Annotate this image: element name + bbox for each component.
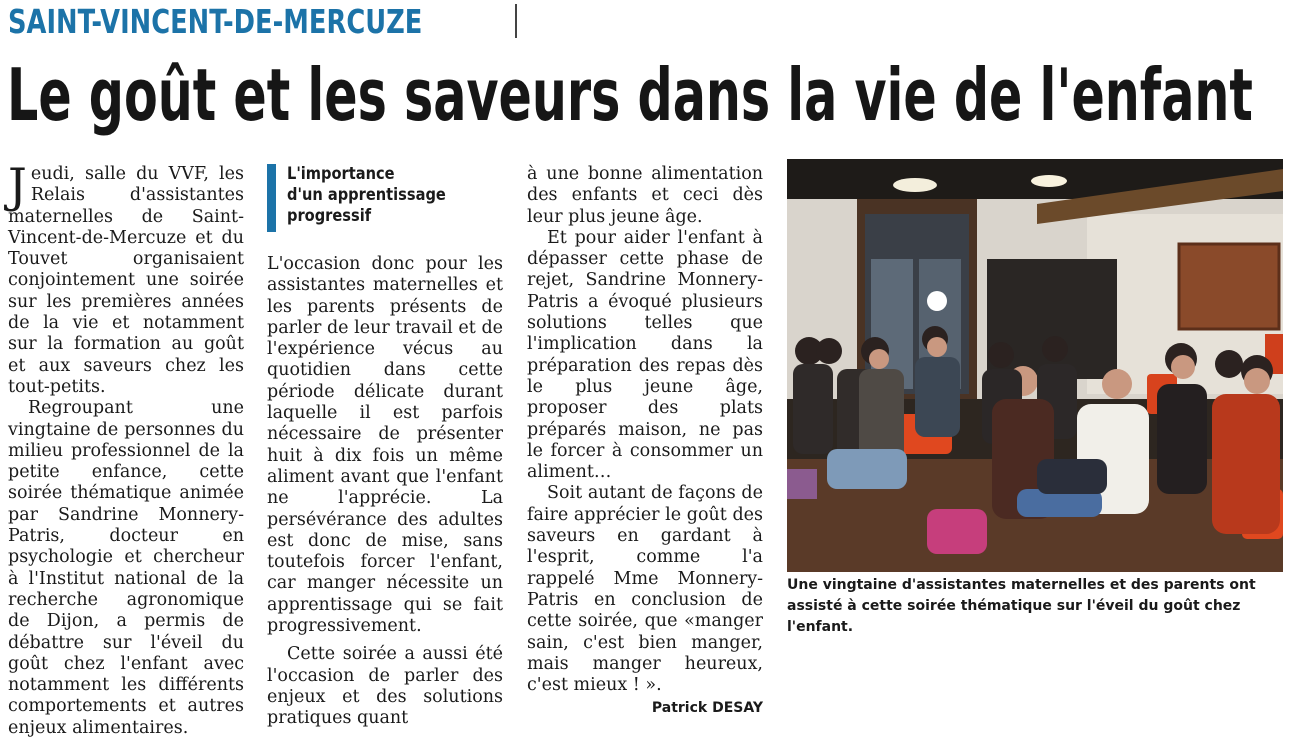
article-subheading	[267, 164, 503, 232]
article-column-1	[8, 159, 244, 739]
article-paragraph: Et pour aider l'enfant à dépasser cette phase de rejet, Sandrine Monnery-Patris a évoqué plusieurs solutions telles que l'implication dans la préparation des repas dès le plus jeune âge, proposer des plats préparés maison, ne pas le forcer à consommer un aliment…	[527, 227, 763, 483]
kicker-divider	[515, 4, 517, 38]
article-paragraph: Soit autant de façons de faire apprécier le goût des saveurs en gardant à l'esprit, comme l'a rappelé Mme Monnery-Patris en conclusion de cette soirée, que «manger sain, c'est bien manger, mais manger heureux, c'est mieux ! ».	[527, 483, 763, 696]
audience-photo-illustration	[787, 159, 1283, 572]
section-kicker: SAINT-VINCENT-DE-MERCUZE	[8, 2, 423, 41]
article-byline: Patrick DESAY	[651, 700, 763, 717]
article-column-3	[527, 164, 763, 720]
article-photo	[787, 159, 1283, 572]
article-paragraph: L'occasion donc pour les assistantes maternelles et les parents présents de parler de leur travail et de l'expérience vécus au quotidien dans cette période délicate durant laquelle il est parfois nécessaire de présenter huit à dix fois un même aliment avant que l'enfant ne l'apprécie. La persévérance des adultes est donc de mise, sans toutefois forcer l'enfant, car manger nécessite un apprentissage qui se fait progressivement.	[267, 254, 503, 637]
subheading-line: progressif	[287, 206, 372, 226]
subheading-line: d'un apprentissage	[287, 185, 446, 205]
article-column-2	[267, 164, 503, 730]
article-paragraph	[8, 159, 244, 398]
article-paragraph: Cette soirée a aussi été l'occasion de parler des enjeux et des solutions pratiques quant	[267, 644, 503, 729]
subheading-accent-bar	[267, 164, 276, 232]
drop-cap: J	[8, 159, 27, 214]
photo-caption: Une vingtaine d'assistantes maternelles et des parents ont assisté à cette soirée thématique sur l'éveil du goût chez l'enfant.	[787, 577, 1256, 635]
subheading-line: L'importance	[287, 164, 395, 184]
article-headline: Le goût et les saveurs dans la vie de l'enfant	[7, 53, 1253, 137]
article-paragraph: Regroupant une vingtaine de personnes du milieu professionnel de la petite enfance, cette soirée thématique animée par Sandrine Monnery-Patris, docteur en psychologie et chercheur à l'Institut national de la recherche agronomique de Dijon, a permis de débattre sur l'éveil du goût chez l'enfant avec notamment les différents comportements et autres enjeux alimentaires.	[8, 398, 244, 738]
paragraph-text: eudi, salle du VVF, les Relais d'assistantes maternelles de Saint-Vincent-de-Mercuze et du Touvet organisaient conjointement une soirée sur les premières années de la vie et notamment sur la formation au goût et aux saveurs chez les tout-petits.	[8, 164, 244, 397]
article-paragraph: à une bonne alimentation des enfants et ceci dès leur plus jeune âge.	[527, 164, 763, 227]
